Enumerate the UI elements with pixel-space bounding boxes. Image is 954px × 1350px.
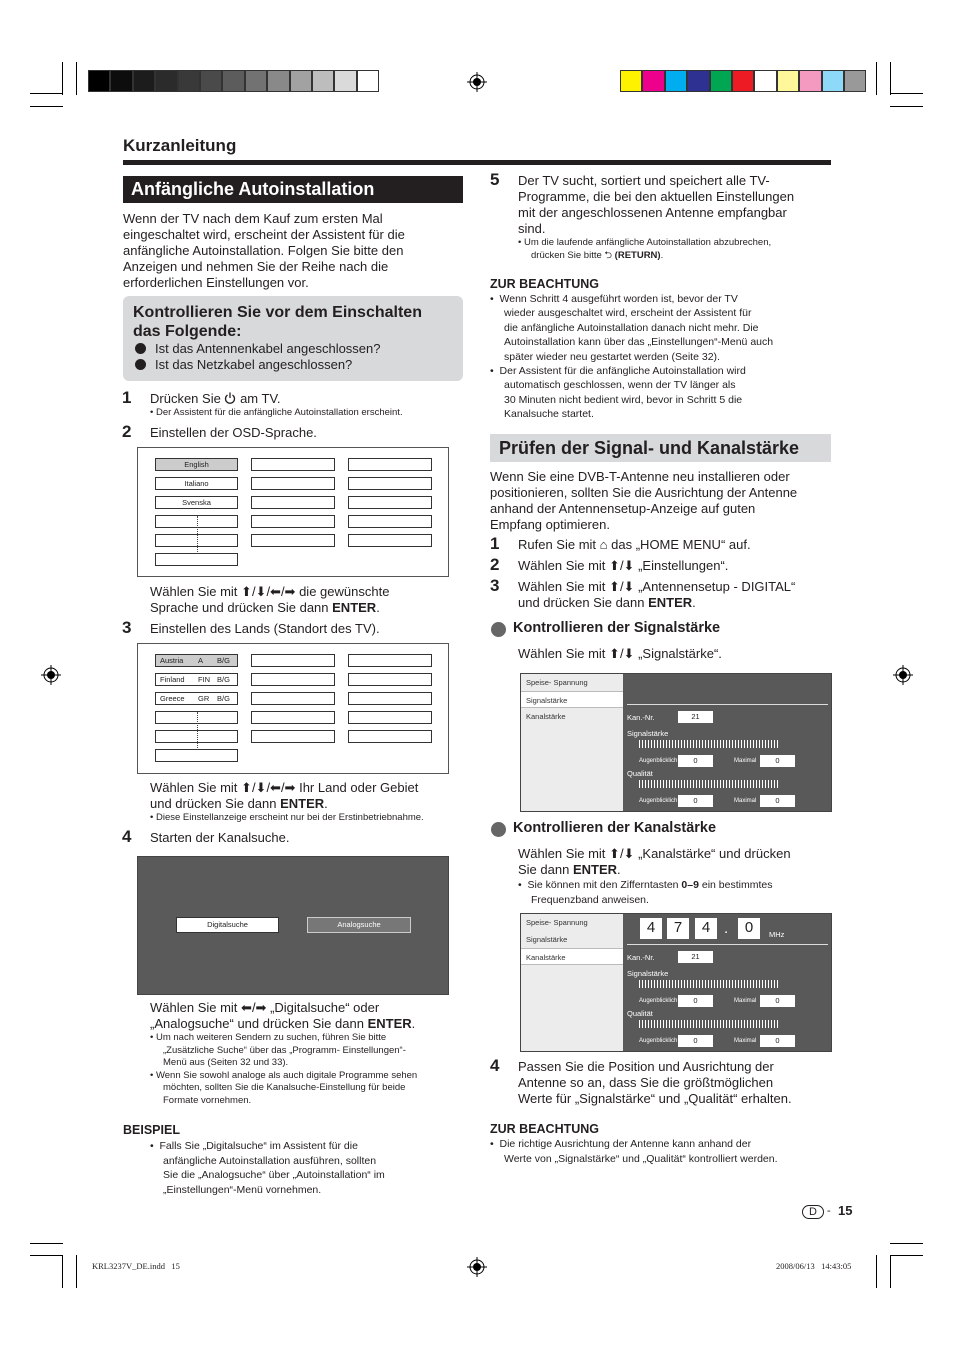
- max-value: 0: [760, 755, 795, 767]
- language-option[interactable]: English: [155, 458, 238, 471]
- current-label: Augenblicklich: [639, 998, 678, 1004]
- step-number: 4: [490, 1056, 500, 1075]
- step-text: Rufen Sie mit ⌂ das „HOME MENU“ auf.: [518, 537, 751, 552]
- divider: [627, 944, 828, 945]
- step-number: 3: [490, 576, 500, 595]
- signal-label: Signalstärke: [627, 729, 669, 738]
- step-note: • Sie können mit den Zifferntasten 0–9 ein bestimmtes Frequenzband anweisen.: [518, 879, 773, 906]
- up-down-arrows-icon: ⬆/⬇: [609, 579, 635, 594]
- step-number: 2: [122, 422, 132, 441]
- crop-mark: [876, 1255, 877, 1288]
- gray-swatch: [200, 70, 222, 92]
- current-value: 0: [678, 795, 713, 807]
- page-letter-badge: D: [802, 1205, 824, 1219]
- country-osd-screen: [137, 643, 449, 774]
- digital-search-button[interactable]: Digitalsuche: [176, 917, 279, 933]
- arrow-keys-icon: ⬆/⬇/⬅/➡: [241, 780, 296, 795]
- color-swatch: [665, 70, 687, 92]
- quality-meter: [639, 1020, 780, 1028]
- quality-label: Qualität: [627, 1009, 653, 1018]
- country-option[interactable]: [155, 749, 238, 762]
- crop-mark: [890, 1243, 923, 1244]
- step-text: Passen Sie die Position und Ausrichtung der Antenne so an, dass Sie die größtmöglichen Werte für „Signalstärke“ und „Qualität“ erhalten.: [518, 1059, 792, 1106]
- current-value: 0: [678, 1035, 713, 1047]
- frequency-dot: .: [724, 920, 729, 937]
- step-number: 4: [122, 827, 132, 846]
- up-down-arrows-icon: ⬆/⬇: [609, 646, 635, 661]
- instruction-text: Wählen Sie mit ⬆/⬇/⬅/➡ Ihr Land oder Gebiet und drücken Sie dann ENTER.: [150, 780, 419, 811]
- section-title: Anfängliche Autoinstallation: [123, 176, 463, 203]
- current-label: Augenblicklich: [639, 758, 678, 764]
- gray-swatch: [133, 70, 155, 92]
- menu-item-power[interactable]: Speise- Spannung: [526, 678, 588, 687]
- section-header: Kurzanleitung: [123, 136, 237, 155]
- crop-mark: [890, 62, 891, 95]
- home-icon: ⌂: [599, 537, 608, 552]
- max-label: Maximal: [734, 1038, 757, 1044]
- example-text: • Falls Sie „Digitalsuche“ im Assistent für die anfängliche Autoinstallation ausführen, sollten Sie die „Analogsuche“ über „Autoinstallation“ im „Einstellungen“-Menü vornehmen.: [150, 1140, 385, 1196]
- language-option[interactable]: Italiano: [155, 477, 238, 490]
- instruction-text: Wählen Sie mit ⬅/➡ „Digitalsuche“ oder „Analogsuche“ und drücken Sie dann ENTER.: [150, 1000, 416, 1031]
- country-option[interactable]: Finland FIN B/G: [155, 673, 238, 686]
- menu-item-channel[interactable]: Kanalstärke: [526, 712, 566, 721]
- step-text: Wählen Sie mit ⬆/⬇ „Antennensetup - DIGITAL“ und drücken Sie dann ENTER.: [518, 579, 796, 610]
- max-label: Maximal: [734, 798, 757, 804]
- step-text: Der TV sucht, sortiert und speichert alle TV- Programme, die bei den aktuellen Einstellungen mit der angeschlossenen Antenne empfangbar sind.: [518, 173, 795, 236]
- country-option[interactable]: Austria A B/G: [155, 654, 238, 667]
- gray-swatch: [290, 70, 312, 92]
- crop-mark: [890, 1255, 891, 1288]
- bullet-icon: [135, 359, 146, 370]
- gray-swatch: [312, 70, 334, 92]
- crop-mark: [30, 1255, 63, 1256]
- note-text: • Wenn Schritt 4 ausgeführt worden ist, bevor der TV wieder ausgeschaltet wird, erscheint der Assistent für die anfängliche Autoinstallation danach nicht mehr. Die Autoinstallation kann über das „Einstellungen“-Menü auch später wieder neu gestartet werden (Seite 32). • Der Assistent für die anfängliche Autoinstallation wird automatisch geschlossen, wenn der TV länger als 30 Minuten nicht bedient wird, bevor in Schritt 5 die Kanalsuche startet.: [490, 293, 774, 421]
- color-swatch: [732, 70, 754, 92]
- bullet-icon: [135, 343, 146, 354]
- quality-meter: [639, 780, 780, 788]
- color-swatch: [754, 70, 776, 92]
- menu-item-signal[interactable]: Signalstärke: [526, 935, 568, 944]
- instruction-text: Wählen Sie mit ⬆/⬇/⬅/➡ die gewünschte Sprache und drücken Sie dann ENTER.: [150, 584, 390, 615]
- language-option[interactable]: [348, 458, 432, 471]
- language-option[interactable]: [251, 458, 335, 471]
- file-slug: KRL3237V_DE.indd 15: [92, 1261, 180, 1271]
- country-option[interactable]: [348, 711, 432, 724]
- note-text: • Die richtige Ausrichtung der Antenne kann anhand der Werte von „Signalstärke“ und „Qualität“ kontrolliert werden.: [490, 1138, 778, 1165]
- crop-mark: [30, 106, 63, 107]
- crop-mark: [876, 62, 877, 95]
- language-option[interactable]: [251, 515, 335, 528]
- step-number: 5: [490, 170, 500, 189]
- language-option[interactable]: [348, 534, 432, 547]
- note-title: ZUR BEACHTUNG: [490, 1122, 600, 1136]
- step-text: Einstellen der OSD-Sprache.: [150, 425, 317, 440]
- menu-item-signal[interactable]: Signalstärke: [521, 691, 623, 708]
- bullet-icon: [491, 822, 506, 837]
- country-option[interactable]: [348, 654, 432, 667]
- step-number: 1: [490, 534, 500, 553]
- color-swatch: [822, 70, 844, 92]
- intro-text: Wenn der TV nach dem Kauf zum ersten Mal eingeschaltet wird, erscheint der Assistent für die anfängliche Autoinstallation. Folgen Sie bitte den Anzeigen und nehmen Sie der Reihe nach die erforderlichen Einstellungen vor.: [123, 211, 405, 290]
- frequency-unit: MHz: [769, 930, 785, 939]
- step-text: Wählen Sie mit ⬆/⬇ „Einstellungen“.: [518, 558, 729, 573]
- current-label: Augenblicklich: [639, 798, 678, 804]
- max-label: Maximal: [734, 758, 757, 764]
- gray-swatch: [88, 70, 110, 92]
- step-note: • Der Assistent für die anfängliche Autoinstallation erscheint.: [150, 407, 403, 418]
- registration-mark-icon: [467, 1257, 487, 1277]
- max-value: 0: [760, 795, 795, 807]
- language-osd-screen: [137, 447, 449, 577]
- page-number: 15: [838, 1203, 853, 1218]
- country-option[interactable]: [251, 673, 335, 686]
- crop-mark: [890, 1255, 923, 1256]
- gray-swatch: [357, 70, 379, 92]
- note-title: ZUR BEACHTUNG: [490, 277, 600, 291]
- frequency-digit[interactable]: 7: [667, 918, 689, 939]
- menu-item-channel[interactable]: Kanalstärke: [521, 948, 623, 965]
- channel-number-value: 21: [678, 711, 713, 723]
- step-note: • Diese Einstellanzeige erscheint nur bei der Erstinbetriebnahme.: [150, 812, 424, 823]
- country-option[interactable]: Greece GR B/G: [155, 692, 238, 705]
- step-text: Starten der Kanalsuche.: [150, 830, 290, 845]
- power-icon: [224, 392, 236, 404]
- gray-swatch: [110, 70, 132, 92]
- step-number: 1: [122, 388, 132, 407]
- max-value: 0: [760, 1035, 795, 1047]
- analog-search-button[interactable]: Analogsuche: [307, 917, 411, 933]
- signal-label: Signalstärke: [627, 969, 669, 978]
- color-swatch: [620, 70, 642, 92]
- country-option[interactable]: [251, 654, 335, 667]
- gray-swatch: [334, 70, 356, 92]
- language-option[interactable]: [348, 477, 432, 490]
- channel-search-osd-screen: [137, 856, 449, 995]
- quality-label: Qualität: [627, 769, 653, 778]
- up-down-arrows-icon: ⬆/⬇: [609, 846, 635, 861]
- header-rule: [123, 160, 831, 165]
- gray-swatch: [178, 70, 200, 92]
- intro-text: Wenn Sie eine DVB-T-Antenne neu installieren oder positionieren, sollten Sie die Ausrichtung der Antenne anhand der Antennensetup-Anzeige auf guten Empfang optimieren.: [490, 469, 798, 532]
- subsection-title: Kontrollieren der Signalstärke: [513, 620, 721, 636]
- crop-mark: [30, 93, 63, 94]
- divider: [627, 704, 828, 705]
- channel-strength-osd-screen: [520, 913, 832, 1052]
- signal-meter: [639, 980, 780, 988]
- crop-mark: [890, 93, 923, 94]
- color-swatch: [777, 70, 799, 92]
- color-swatch: [844, 70, 866, 92]
- current-value: 0: [678, 995, 713, 1007]
- up-down-arrows-icon: ⬆/⬇: [609, 558, 635, 573]
- frequency-digit[interactable]: 4: [695, 918, 717, 939]
- checklist-item: Ist das Antennenkabel angeschlossen?: [155, 341, 381, 356]
- country-option[interactable]: [348, 673, 432, 686]
- channel-number-label: Kan.-Nr.: [627, 713, 655, 722]
- frequency-digit[interactable]: 4: [640, 918, 662, 939]
- language-option[interactable]: Svenska: [155, 496, 238, 509]
- registration-mark-icon: [41, 665, 61, 685]
- crop-mark: [30, 1243, 63, 1244]
- country-option[interactable]: [251, 730, 335, 743]
- color-swatch: [799, 70, 821, 92]
- color-swatch: [642, 70, 664, 92]
- language-option[interactable]: [155, 553, 238, 566]
- signal-strength-osd-screen: [520, 673, 832, 812]
- step-number: 3: [122, 618, 132, 637]
- channel-number-label: Kan.-Nr.: [627, 953, 655, 962]
- color-swatch: [687, 70, 709, 92]
- country-option[interactable]: [251, 711, 335, 724]
- crop-mark: [62, 1255, 63, 1288]
- registration-mark-icon: [467, 72, 487, 92]
- language-option[interactable]: [251, 496, 335, 509]
- crop-mark: [890, 106, 923, 107]
- section-title: Prüfen der Signal- und Kanalstärke: [490, 434, 831, 462]
- signal-meter: [639, 740, 780, 748]
- frequency-digit[interactable]: 0: [738, 918, 760, 939]
- step-note: • Um nach weiteren Sendern zu suchen, führen Sie bitte „Zusätzliche Suche“ über das „Programm- Einstellungen“- Menü aus (Seiten 32 und 33). • Wenn Sie sowohl analoge als auch digitale Programme sehen möchten, sollten Sie die Kanalsuche-Einstellung für beide Formate vornehmen.: [150, 1032, 418, 1106]
- current-value: 0: [678, 755, 713, 767]
- max-label: Maximal: [734, 998, 757, 1004]
- arrow-keys-icon: ⬆/⬇/⬅/➡: [241, 584, 296, 599]
- language-option[interactable]: [251, 477, 335, 490]
- date-slug: 2008/06/13 14:43:05: [776, 1261, 852, 1271]
- gray-swatch: [245, 70, 267, 92]
- channel-number-value: 21: [678, 951, 713, 963]
- gray-swatch: [222, 70, 244, 92]
- return-icon: ⮌: [604, 249, 613, 261]
- step-text: Drücken Sie am TV.: [150, 391, 281, 406]
- country-option[interactable]: [348, 730, 432, 743]
- example-title: BEISPIEL: [123, 1123, 180, 1137]
- language-option[interactable]: [348, 496, 432, 509]
- menu-item-power[interactable]: Speise- Spannung: [526, 918, 588, 927]
- instruction-text: Wählen Sie mit ⬆/⬇ „Kanalstärke“ und drücken Sie dann ENTER.: [518, 846, 791, 877]
- instruction-text: Wählen Sie mit ⬆/⬇ „Signalstärke“.: [518, 646, 722, 661]
- checklist-item: Ist das Netzkabel angeschlossen?: [155, 357, 353, 372]
- step-text: Einstellen des Lands (Standort des TV).: [150, 621, 380, 636]
- bullet-icon: [491, 622, 506, 637]
- gray-swatch: [267, 70, 289, 92]
- dotted-line: [197, 516, 198, 554]
- left-right-arrows-icon: ⬅/➡: [241, 1000, 267, 1015]
- crop-mark: [62, 62, 63, 95]
- registration-mark-icon: [893, 665, 913, 685]
- crop-mark: [76, 62, 77, 95]
- dotted-line: [197, 712, 198, 750]
- step-number: 2: [490, 555, 500, 574]
- gray-swatch: [155, 70, 177, 92]
- country-option[interactable]: [251, 692, 335, 705]
- country-option[interactable]: [348, 692, 432, 705]
- language-option[interactable]: [348, 515, 432, 528]
- crop-mark: [76, 1255, 77, 1288]
- step-note: • Um die laufende anfängliche Autoinstallation abzubrechen, drücken Sie bitte ⮌ (RETURN).: [518, 237, 772, 261]
- page-dash: -: [827, 1205, 831, 1217]
- language-option[interactable]: [251, 534, 335, 547]
- current-label: Augenblicklich: [639, 1038, 678, 1044]
- subsection-title: Kontrollieren der Kanalstärke: [513, 820, 717, 836]
- checklist-title: Kontrollieren Sie vor dem Einschalten das Folgende:: [133, 304, 422, 340]
- max-value: 0: [760, 995, 795, 1007]
- color-swatch: [710, 70, 732, 92]
